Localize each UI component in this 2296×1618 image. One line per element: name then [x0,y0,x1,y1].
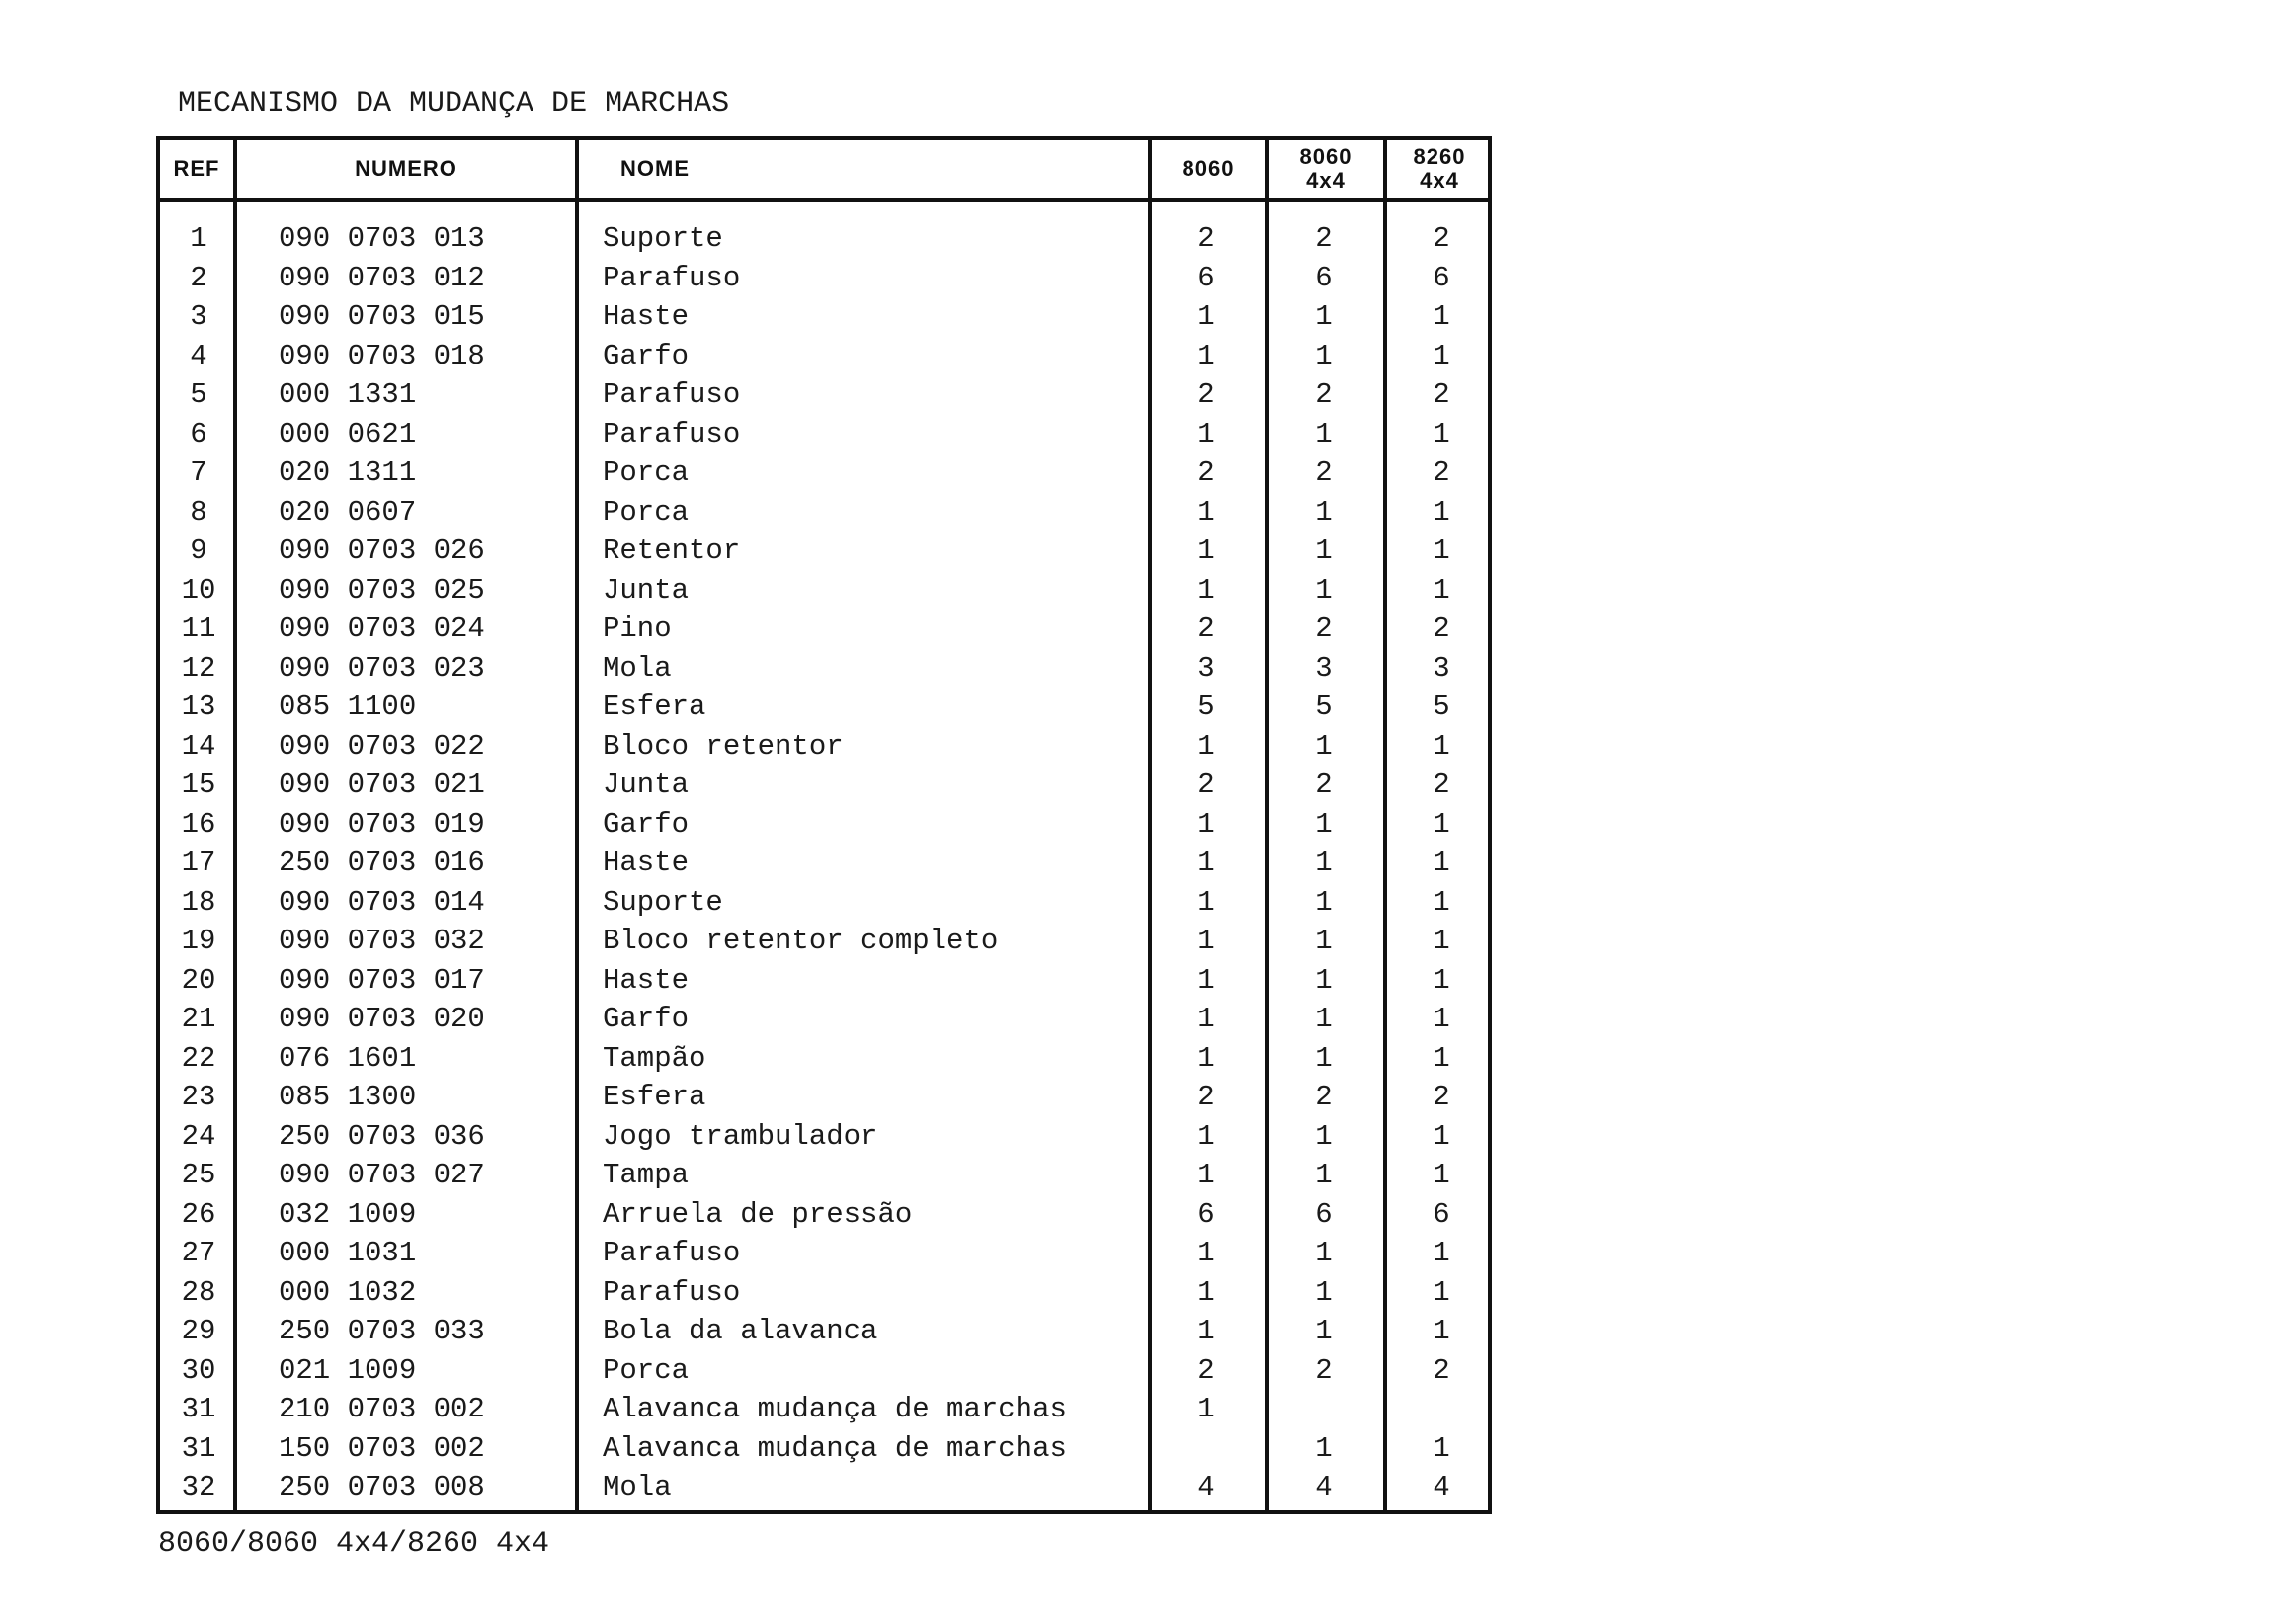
row-nome: Bloco retentor completo [603,925,999,957]
row-nome: Bola da alavanca [603,1315,878,1347]
row-numero: 032 1009 [279,1197,417,1231]
row-ref: 30 [181,1353,216,1387]
row-ref: 1 [190,222,207,255]
table-row [160,1429,1488,1469]
row-qty-8060-4x4: 1 [1315,1275,1333,1309]
row-qty-8260-4x4: 2 [1433,612,1450,645]
row-qty-8260-4x4: 1 [1433,807,1450,841]
table-row [160,531,1488,571]
row-nome: Tampão [603,1041,706,1075]
table-row [160,922,1488,961]
row-numero: 090 0703 015 [279,300,485,333]
row-ref: 5 [190,378,207,411]
row-ref: 12 [181,651,216,685]
table-row [160,297,1488,337]
table-row [160,1195,1488,1235]
row-qty-8060: 1 [1197,1393,1215,1425]
row-nome: Esfera [603,1081,706,1113]
row-qty-8260-4x4: 2 [1433,222,1450,255]
row-qty-8260-4x4: 2 [1433,1353,1450,1387]
row-qty-8060-4x4: 1 [1315,729,1333,763]
table-row [160,1156,1488,1195]
row-numero: 250 0703 008 [279,1471,485,1503]
row-qty-8260-4x4: 1 [1433,885,1450,919]
row-numero: 090 0703 026 [279,534,485,567]
header-ref: REF [173,156,220,181]
row-nome: Garfo [603,807,690,841]
row-qty-8260-4x4: 1 [1433,534,1450,567]
row-ref: 24 [181,1119,216,1153]
row-qty-8260-4x4: 1 [1433,495,1450,528]
row-qty-8260-4x4: 1 [1433,1275,1450,1309]
row-qty-8060: 5 [1197,690,1215,723]
row-numero: 090 0703 024 [279,612,485,645]
row-numero: 085 1300 [279,1081,417,1113]
row-qty-8060-4x4: 1 [1315,1159,1333,1191]
row-ref: 23 [181,1081,216,1113]
row-ref: 9 [190,534,207,567]
row-nome: Jogo trambulador [603,1119,878,1153]
table-row [160,453,1488,493]
table-row [160,688,1488,727]
row-ref: 8 [190,495,207,528]
row-nome: Alavanca mudança de marchas [603,1393,1067,1425]
parts-table [156,136,1492,1514]
row-numero: 090 0703 012 [279,261,485,294]
row-qty-8060: 1 [1197,963,1215,997]
row-qty-8060: 1 [1197,1237,1215,1269]
row-ref: 27 [181,1237,216,1269]
table-header [160,140,1488,202]
table-row [160,1468,1488,1507]
table-row [160,219,1488,259]
header-variant-line: 4x4 [1420,168,1459,193]
row-qty-8060: 2 [1197,1081,1215,1113]
row-qty-8260-4x4: 1 [1433,1237,1450,1269]
row-qty-8260-4x4: 1 [1433,1041,1450,1075]
row-qty-8260-4x4: 1 [1433,729,1450,763]
row-qty-8060: 1 [1197,1275,1215,1309]
row-qty-8260-4x4: 1 [1433,1003,1450,1035]
row-qty-8060: 1 [1197,1119,1215,1153]
row-numero: 021 1009 [279,1353,417,1387]
row-qty-8260-4x4: 1 [1433,963,1450,997]
row-ref: 32 [181,1471,216,1503]
row-qty-8060-4x4: 1 [1315,807,1333,841]
row-qty-8060-4x4: 5 [1315,690,1333,723]
row-qty-8060: 4 [1197,1471,1215,1503]
row-qty-8060-4x4: 1 [1315,885,1333,919]
row-numero: 250 0703 036 [279,1119,485,1153]
header-nome: NOME [620,156,690,181]
row-qty-8060-4x4: 2 [1315,1081,1333,1113]
header-numero: NUMERO [355,156,457,181]
row-qty-8260-4x4: 1 [1433,1119,1450,1153]
row-qty-8060: 1 [1197,1041,1215,1075]
row-numero: 020 0607 [279,495,417,528]
row-numero: 085 1100 [279,690,417,723]
row-qty-8260-4x4: 1 [1433,925,1450,957]
row-ref: 16 [181,807,216,841]
row-numero: 090 0703 027 [279,1159,485,1191]
row-numero: 090 0703 014 [279,885,485,919]
row-ref: 15 [181,769,216,801]
row-qty-8060-4x4: 1 [1315,300,1333,333]
row-qty-8060: 1 [1197,885,1215,919]
row-ref: 6 [190,417,207,450]
table-row [160,1312,1488,1351]
row-numero: 000 0621 [279,417,417,450]
row-nome: Haste [603,847,690,879]
row-ref: 18 [181,885,216,919]
row-nome: Garfo [603,1003,690,1035]
row-qty-8260-4x4: 1 [1433,300,1450,333]
row-qty-8060-4x4: 2 [1315,1353,1333,1387]
row-qty-8260-4x4: 5 [1433,690,1450,723]
row-numero: 076 1601 [279,1041,417,1075]
row-qty-8060-4x4: 2 [1315,612,1333,645]
row-numero: 020 1311 [279,456,417,489]
row-nome: Mola [603,651,672,685]
row-qty-8060-4x4: 1 [1315,1003,1333,1035]
row-numero: 090 0703 023 [279,651,485,685]
row-qty-8260-4x4: 1 [1433,573,1450,607]
table-row [160,1117,1488,1157]
row-qty-8060: 1 [1197,495,1215,528]
row-numero: 150 0703 002 [279,1431,485,1465]
row-nome: Pino [603,612,672,645]
row-qty-8060-4x4: 2 [1315,769,1333,801]
row-qty-8060: 2 [1197,612,1215,645]
row-numero: 250 0703 033 [279,1315,485,1347]
header-model-line: 8060 [1299,144,1353,169]
table-row [160,1078,1488,1117]
row-nome: Parafuso [603,378,741,411]
table-row [160,805,1488,845]
row-nome: Parafuso [603,1237,741,1269]
row-qty-8060-4x4: 1 [1315,1237,1333,1269]
table-row [160,1039,1488,1079]
table-row [160,571,1488,610]
table-row [160,1000,1488,1039]
row-ref: 2 [190,261,207,294]
table-row [160,766,1488,805]
row-qty-8260-4x4: 2 [1433,1081,1450,1113]
row-numero: 090 0703 022 [279,729,485,763]
row-qty-8060-4x4: 1 [1315,963,1333,997]
row-qty-8060-4x4: 6 [1315,261,1333,294]
row-ref: 10 [181,573,216,607]
table-row [160,961,1488,1001]
row-qty-8060-4x4: 1 [1315,1041,1333,1075]
row-qty-8060: 1 [1197,573,1215,607]
row-numero: 000 1032 [279,1275,417,1309]
row-ref: 13 [181,690,216,723]
row-qty-8060: 3 [1197,651,1215,685]
row-qty-8060-4x4: 1 [1315,534,1333,567]
row-qty-8060: 1 [1197,925,1215,957]
table-row [160,883,1488,923]
row-ref: 19 [181,925,216,957]
row-ref: 26 [181,1197,216,1231]
row-qty-8060: 2 [1197,769,1215,801]
row-nome: Suporte [603,885,723,919]
row-qty-8260-4x4: 6 [1433,261,1450,294]
row-numero: 250 0703 016 [279,847,485,879]
row-qty-8060-4x4: 1 [1315,1431,1333,1465]
row-qty-8060-4x4: 3 [1315,651,1333,685]
row-qty-8060: 1 [1197,339,1215,372]
row-ref: 11 [181,612,216,645]
table-row [160,844,1488,883]
row-qty-8060: 1 [1197,534,1215,567]
row-qty-8260-4x4: 2 [1433,456,1450,489]
row-nome: Bloco retentor [603,729,844,763]
row-nome: Porca [603,1353,690,1387]
row-qty-8260-4x4: 2 [1433,378,1450,411]
table-row [160,727,1488,767]
row-numero: 090 0703 013 [279,222,485,255]
row-qty-8060: 2 [1197,456,1215,489]
table-row [160,1351,1488,1391]
row-nome: Alavanca mudança de marchas [603,1431,1067,1465]
row-qty-8260-4x4: 1 [1433,1431,1450,1465]
row-qty-8060-4x4: 1 [1315,1315,1333,1347]
row-nome: Retentor [603,534,741,567]
row-qty-8060: 2 [1197,1353,1215,1387]
row-numero: 000 1331 [279,378,417,411]
row-qty-8060: 6 [1197,261,1215,294]
row-numero: 210 0703 002 [279,1393,485,1425]
row-numero: 090 0703 025 [279,573,485,607]
table-row [160,375,1488,415]
row-ref: 31 [181,1431,216,1465]
row-qty-8060: 1 [1197,807,1215,841]
row-ref: 20 [181,963,216,997]
table-row [160,259,1488,298]
row-qty-8060-4x4: 6 [1315,1197,1333,1231]
row-qty-8260-4x4: 3 [1433,651,1450,685]
row-nome: Porca [603,456,690,489]
row-nome: Parafuso [603,417,741,450]
row-numero: 090 0703 019 [279,807,485,841]
row-nome: Haste [603,300,690,333]
table-row [160,1234,1488,1273]
row-qty-8060-4x4: 1 [1315,573,1333,607]
row-ref: 29 [181,1315,216,1347]
row-ref: 17 [181,847,216,879]
row-qty-8060: 2 [1197,222,1215,255]
row-qty-8260-4x4: 1 [1433,847,1450,879]
row-ref: 28 [181,1275,216,1309]
row-ref: 25 [181,1159,216,1191]
row-nome: Haste [603,963,690,997]
row-ref: 3 [190,300,207,333]
row-nome: Suporte [603,222,723,255]
row-qty-8060: 1 [1197,1315,1215,1347]
table-row [160,609,1488,649]
header-8060: 8060 [1182,156,1235,181]
row-nome: Junta [603,769,690,801]
row-qty-8060-4x4: 1 [1315,417,1333,450]
table-row [160,337,1488,376]
table-row [160,1390,1488,1429]
row-nome: Esfera [603,690,706,723]
row-nome: Parafuso [603,1275,741,1309]
row-qty-8060-4x4: 2 [1315,456,1333,489]
row-numero: 090 0703 021 [279,769,485,801]
row-numero: 090 0703 018 [279,339,485,372]
row-nome: Junta [603,573,690,607]
row-qty-8260-4x4: 1 [1433,1315,1450,1347]
row-ref: 31 [181,1393,216,1425]
row-qty-8060: 6 [1197,1197,1215,1231]
row-qty-8060: 1 [1197,1003,1215,1035]
row-nome: Garfo [603,339,690,372]
row-qty-8260-4x4: 1 [1433,339,1450,372]
row-qty-8060-4x4: 4 [1315,1471,1333,1503]
row-numero: 090 0703 020 [279,1003,485,1035]
row-qty-8060-4x4: 1 [1315,495,1333,528]
row-qty-8060-4x4: 1 [1315,339,1333,372]
row-qty-8060-4x4: 2 [1315,222,1333,255]
row-qty-8060: 2 [1197,378,1215,411]
row-numero: 000 1031 [279,1237,417,1269]
table-row [160,415,1488,454]
row-nome: Mola [603,1471,672,1503]
row-qty-8260-4x4: 4 [1433,1471,1450,1503]
row-qty-8060-4x4: 2 [1315,378,1333,411]
model-footer: 8060/8060 4x4/8260 4x4 [158,1527,550,1561]
row-qty-8260-4x4: 1 [1433,1159,1450,1191]
row-nome: Tampa [603,1159,690,1191]
row-qty-8060-4x4: 1 [1315,1119,1333,1153]
table-row [160,649,1488,688]
header-variant-line: 4x4 [1306,168,1346,193]
row-ref: 4 [190,339,207,372]
row-qty-8260-4x4: 2 [1433,769,1450,801]
row-qty-8260-4x4: 1 [1433,417,1450,450]
row-ref: 14 [181,729,216,763]
header-8260-4x4 [1387,140,1492,198]
row-qty-8060: 1 [1197,300,1215,333]
row-qty-8060: 1 [1197,1159,1215,1191]
header-8060-4x4 [1269,140,1383,198]
row-qty-8060: 1 [1197,847,1215,879]
row-qty-8060: 1 [1197,729,1215,763]
row-nome: Porca [603,495,690,528]
row-nome: Parafuso [603,261,741,294]
row-nome: Arruela de pressão [603,1197,913,1231]
row-ref: 7 [190,456,207,489]
header-model-line: 8260 [1413,144,1466,169]
table-row [160,1273,1488,1313]
row-qty-8060-4x4: 1 [1315,847,1333,879]
row-qty-8060-4x4: 1 [1315,925,1333,957]
row-numero: 090 0703 017 [279,963,485,997]
table-row [160,493,1488,532]
row-qty-8260-4x4: 6 [1433,1197,1450,1231]
row-qty-8060: 1 [1197,417,1215,450]
page-title: MECANISMO DA MUDANÇA DE MARCHAS [178,87,730,121]
row-numero: 090 0703 032 [279,925,485,957]
row-ref: 21 [181,1003,216,1035]
row-ref: 22 [181,1041,216,1075]
